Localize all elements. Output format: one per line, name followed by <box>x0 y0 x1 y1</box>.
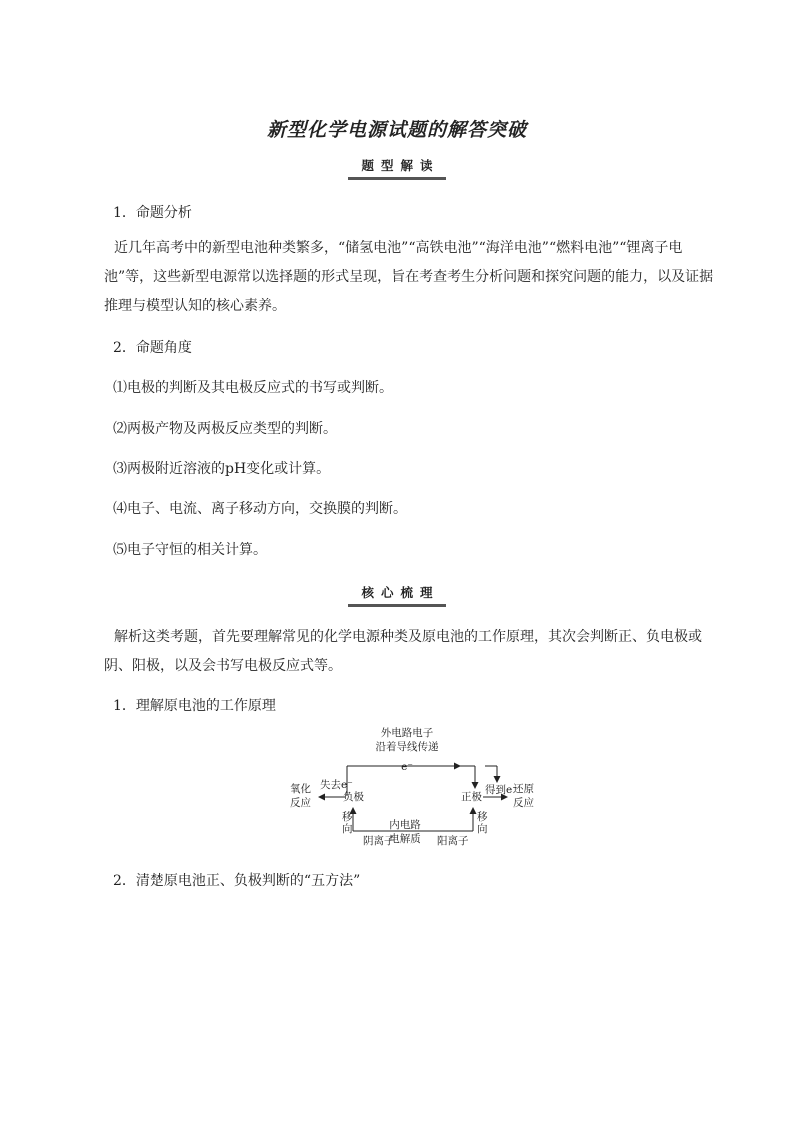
outer-circuit-label-1: 外电路电子 <box>380 727 434 739</box>
section-heading-label: 核心梳理 <box>348 583 445 607</box>
cation-label: 阳离子 <box>437 835 469 847</box>
move-left-2: 向 <box>342 823 353 835</box>
electron-label: e⁻ <box>401 761 413 773</box>
inner-circuit-label-2: 电解质 <box>389 833 421 845</box>
anion-label: 阴离子 <box>363 835 395 847</box>
move-right-1: 移 <box>477 811 488 823</box>
oxidation-label-2: 反应 <box>290 797 311 809</box>
gain-electron-label: 得到e⁻ <box>485 784 518 796</box>
analysis-heading: 1．命题分析 <box>113 205 192 221</box>
reduction-label-1: 还原 <box>513 783 534 795</box>
document-title: 新型化学电源试题的解答突破 <box>266 119 527 141</box>
oxidation-label-1: 氧化 <box>290 783 311 795</box>
angle-item-3: ⑶两极附近溶液的pH变化或计算。 <box>113 461 331 477</box>
lose-electron-label: 失去e⁻ <box>320 779 353 791</box>
outer-circuit-label-2: 沿着导线传递 <box>375 741 439 753</box>
section-heading-core-review <box>0 582 794 607</box>
point1-heading: 1．理解原电池的工作原理 <box>113 698 276 714</box>
analysis-paragraph: 近几年高考中的新型电池种类繁多，“储氢电池”“高铁电池”“海洋电池”“燃料电池”“锂离子电池”等，这些新型电源常以选择题的形式呈现，旨在考查考生分析问题和探究问题的能力，以及证据推理与模型认知的核心素养。 <box>104 240 714 314</box>
angle-item-5: ⑸电子守恒的相关计算。 <box>113 542 267 558</box>
angle-item-1: ⑴电极的判断及其电极反应式的书写或判断。 <box>113 380 393 396</box>
inner-circuit-label-1: 内电路 <box>389 819 421 831</box>
positive-electrode-label: 正极 <box>461 791 482 803</box>
galvanic-cell-diagram <box>285 726 545 850</box>
reduction-label-2: 反应 <box>513 797 534 809</box>
move-right-2: 向 <box>477 823 488 835</box>
negative-electrode-label: 负极 <box>343 791 364 803</box>
move-left-1: 移 <box>342 811 353 823</box>
section-heading-label: 题型解读 <box>348 156 445 180</box>
angle-heading: 2．命题角度 <box>113 340 192 356</box>
point2-heading: 2．清楚原电池正、负极判断的“五方法” <box>113 873 361 889</box>
angle-item-4: ⑷电子、电流、离子移动方向，交换膜的判断。 <box>113 501 407 517</box>
angle-item-2: ⑵两极产物及两极反应类型的判断。 <box>113 421 337 437</box>
section-heading-question-analysis <box>0 155 794 180</box>
core-intro-paragraph: 解析这类考题，首先要理解常见的化学电源种类及原电池的工作原理，其次会判断正、负电极或阴、阳极，以及会书写电极反应式等。 <box>104 629 702 674</box>
